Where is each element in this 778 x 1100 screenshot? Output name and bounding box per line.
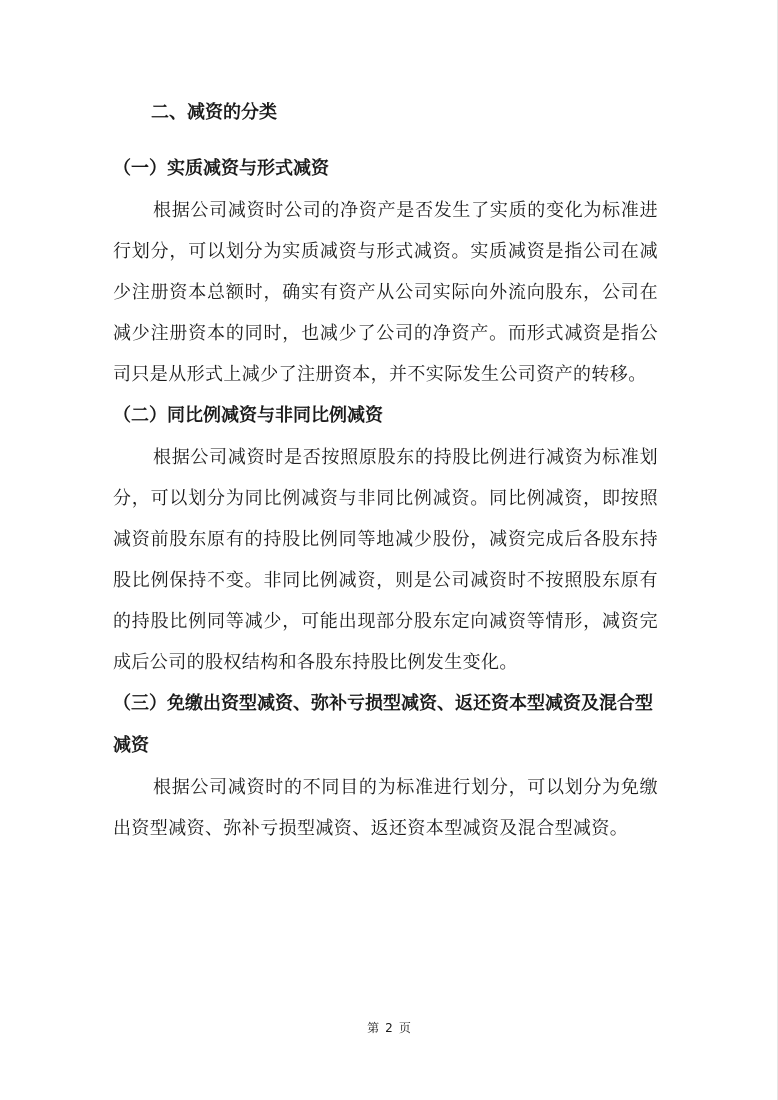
page-number: 2 (385, 1021, 393, 1035)
page-content (113, 94, 658, 849)
subsection-heading-3: （三）免缴出资型减资、弥补亏损型减资、返还资本型减资及混合型减资 (113, 693, 653, 756)
subsection-heading-2: （二）同比例减资与非同比例减资 (113, 405, 383, 426)
section-title: 二、减资的分类 (151, 102, 277, 123)
subsection-heading-1: （一）实质减资与形式减资 (113, 158, 329, 179)
footer-suffix: 页 (398, 1021, 411, 1035)
subsection-paragraph-3: 根据公司减资时的不同目的为标准进行划分，可以划分为免缴出资型减资、弥补亏损型减资、返还资本型减资及混合型减资。 (113, 777, 658, 839)
footer-prefix: 第 (367, 1021, 380, 1035)
subsection-paragraph-1: 根据公司减资时公司的净资产是否发生了实质的变化为标准进行划分，可以划分为实质减资与形式减资。实质减资是指公司在减少注册资本总额时，确实有资产从公司实际向外流向股东，公司在减少注册资本的同时，也减少了公司的净资产。而形式减资是指公司只是从形式上减少了注册资本，并不实际发生公司资产的转移。 (113, 200, 658, 385)
subsection-paragraph-2: 根据公司减资时是否按照原股东的持股比例进行减资为标准划分，可以划分为同比例减资与非同比例减资。同比例减资，即按照减资前股东原有的持股比例同等地减少股份，减资完成后各股东持股比例保持不变。非同比例减资，则是公司减资时不按照股东原有的持股比例同等减少，可能出现部分股东定向减资等情形，减资完成后公司的股权结构和各股东持股比例发生变化。 (113, 447, 658, 673)
page-footer (0, 1019, 778, 1036)
